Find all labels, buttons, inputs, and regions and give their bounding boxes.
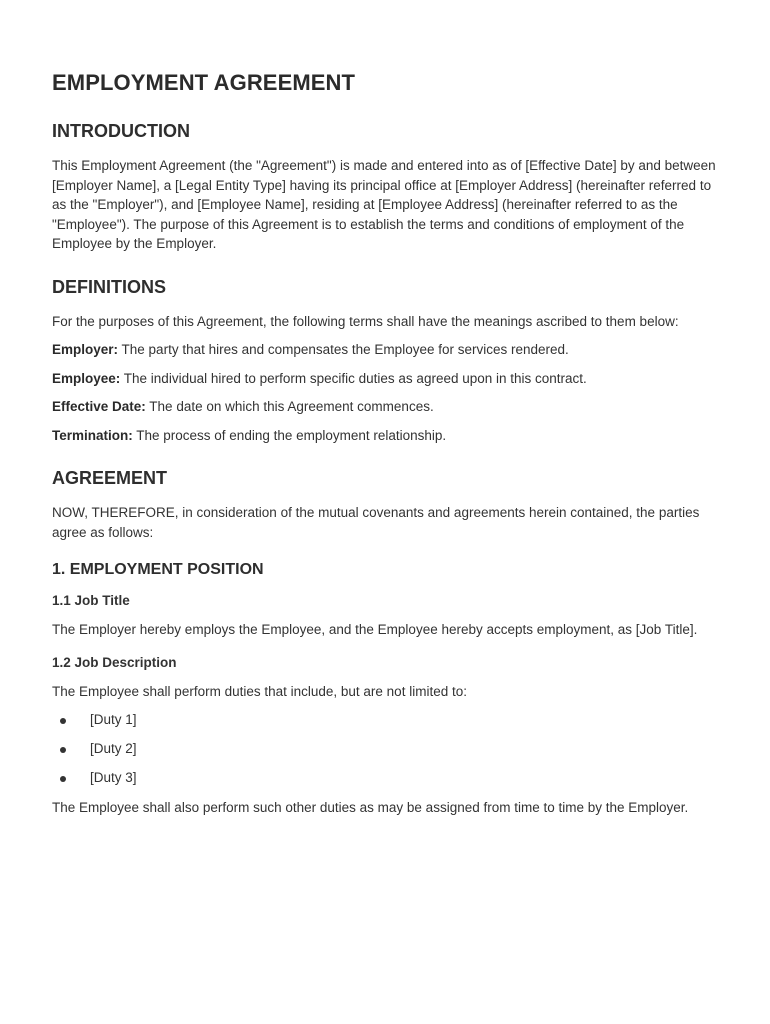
definition-term: Termination:	[52, 427, 133, 443]
definition-termination	[52, 426, 718, 446]
duty-text: [Duty 2]	[90, 741, 137, 756]
job-description-heading: 1.2 Job Description	[52, 654, 177, 670]
job-description-intro: The Employee shall perform duties that include, but are not limited to:	[52, 683, 467, 699]
agreement-text: NOW, THEREFORE, in consideration of the mutual covenants and agreements herein contained, the parties agree as follows:	[52, 505, 700, 540]
definition-employer	[52, 340, 718, 360]
duty-text: [Duty 1]	[90, 712, 137, 727]
definition-text: The process of ending the employment relationship.	[132, 427, 447, 443]
definition-term: Effective Date:	[52, 399, 146, 414]
duties-list	[52, 710, 718, 788]
employment-position-heading: 1. EMPLOYMENT POSITION	[52, 561, 264, 578]
list-item	[52, 768, 718, 788]
job-description-outro: The Employee shall also perform such other duties as may be assigned from time to time by the Employer.	[52, 799, 689, 815]
definitions-intro: For the purposes of this Agreement, the following terms shall have the meanings ascribed to them below:	[52, 313, 679, 329]
agreement-heading: AGREEMENT	[52, 468, 168, 488]
definition-text: The date on which this Agreement commences.	[145, 399, 434, 414]
duty-text: [Duty 3]	[90, 770, 137, 785]
list-item	[52, 739, 718, 759]
job-title-heading: 1.1 Job Title	[52, 593, 130, 608]
definition-text: The individual hired to perform specific duties as agreed upon in this contract.	[120, 370, 587, 386]
job-title-text: The Employer hereby employs the Employee, and the Employee hereby accepts employment, as [Job Title].	[52, 622, 698, 637]
introduction-text: This Employment Agreement (the "Agreement") is made and entered into as of [Effective Date] by and between [Employer Name], a [Legal Entity Type] having its principal office at [Employer Address] (hereinafter referred to as the "Employer"), and [Employee Name], residing at [Employee Address] (hereinafter referred to as the "Employee"). The purpose of this Agreement is to establish the terms and conditions of employment of the Employee by the Employer.	[52, 158, 716, 251]
definitions-heading: DEFINITIONS	[52, 276, 167, 297]
definition-text: The party that hires and compensates the Employee for services rendered.	[118, 342, 569, 357]
definition-employee	[52, 369, 718, 389]
definition-term: Employee:	[52, 370, 121, 386]
definition-term: Employer:	[52, 342, 119, 357]
definition-effective-date	[52, 397, 718, 417]
document-title: EMPLOYMENT AGREEMENT	[52, 70, 356, 95]
list-item	[52, 710, 718, 730]
introduction-heading: INTRODUCTION	[52, 121, 190, 141]
bullet-icon	[60, 718, 66, 724]
bullet-icon	[60, 747, 66, 753]
bullet-icon	[60, 776, 66, 782]
